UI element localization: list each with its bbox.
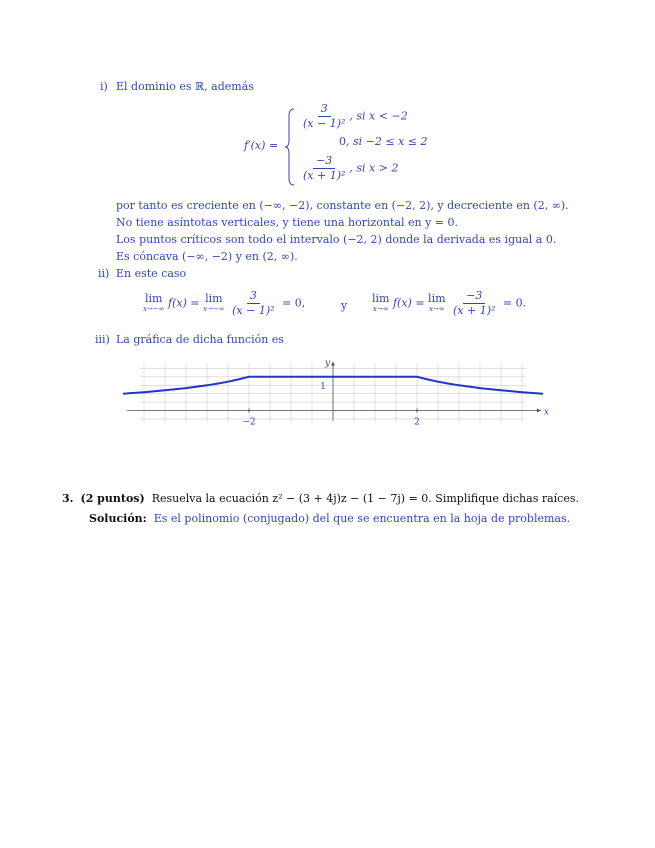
case-1: $\frac{3}{\text{(x − 1)²}}$ , si x < −2 [303, 102, 408, 130]
solution [89, 512, 570, 525]
part-i-intro: El dominio es ℝ, además [116, 80, 254, 93]
problem-statement: Resuelva la ecuación z² − (3 + 4j)z − (1 − 7j) = 0. Simplifique dichas raíces. [151, 492, 579, 505]
y-axis-label: y [325, 358, 331, 369]
case-2: 0, si −2 ≤ x ≤ 2 [339, 135, 428, 148]
case-3: $\frac{-3}{\text{(x + 1)²}}$ , si x > 2 [303, 154, 399, 182]
x-tick-label: 2 [414, 417, 420, 428]
limit-right: lim x→∞ f(x) = lim x→∞ $\frac{-3}{\text{(x + 1)²}}$ = 0. [372, 289, 527, 317]
asymptote-line: No tiene asíntotas verticales, y tiene una horizontal en y = 0. [116, 216, 459, 229]
monotonicity-line: por tanto es creciente en (−∞, −2), constante en (−2, 2), y decreciente en (2, ∞). [116, 199, 569, 212]
problem-3 [62, 492, 579, 505]
x-axis-label: x [543, 407, 549, 418]
x-tick-label: −2 [242, 417, 256, 428]
x-axis-arrow [537, 409, 541, 413]
part-i-label: i) [100, 80, 108, 93]
problem-number: 3. [62, 492, 74, 505]
part-iii-intro: La gráfica de dicha función es [116, 333, 284, 346]
critical-points-line: Los puntos críticos son todo el intervalo (−2, 2) donde la derivada es igual a 0. [116, 233, 557, 246]
function-graph [115, 352, 555, 432]
y-axis-arrow [331, 362, 335, 366]
limit-conjunction: y [341, 299, 348, 312]
part-iii-label-text: iii) [95, 333, 110, 346]
brace [284, 108, 296, 186]
solution-text: Es el polinomio (conjugado) del que se encuentra en la hoja de problemas. [153, 512, 571, 525]
y-tick-label: 1 [320, 381, 326, 392]
fprime-label: f′(x) = [244, 139, 279, 152]
part-ii-intro: En este caso [116, 267, 187, 280]
solution-label: Solución: [89, 512, 147, 525]
limit-left: lim x→−∞ f(x) = lim x→−∞ $\frac{3}{\text{(x − 1)²}}$ = 0, [143, 289, 306, 317]
concavity-line: Es cóncava (−∞, −2) y en (2, ∞). [116, 250, 298, 263]
problem-points: (2 puntos) [80, 492, 145, 505]
part-ii-label: ii) [98, 267, 110, 280]
